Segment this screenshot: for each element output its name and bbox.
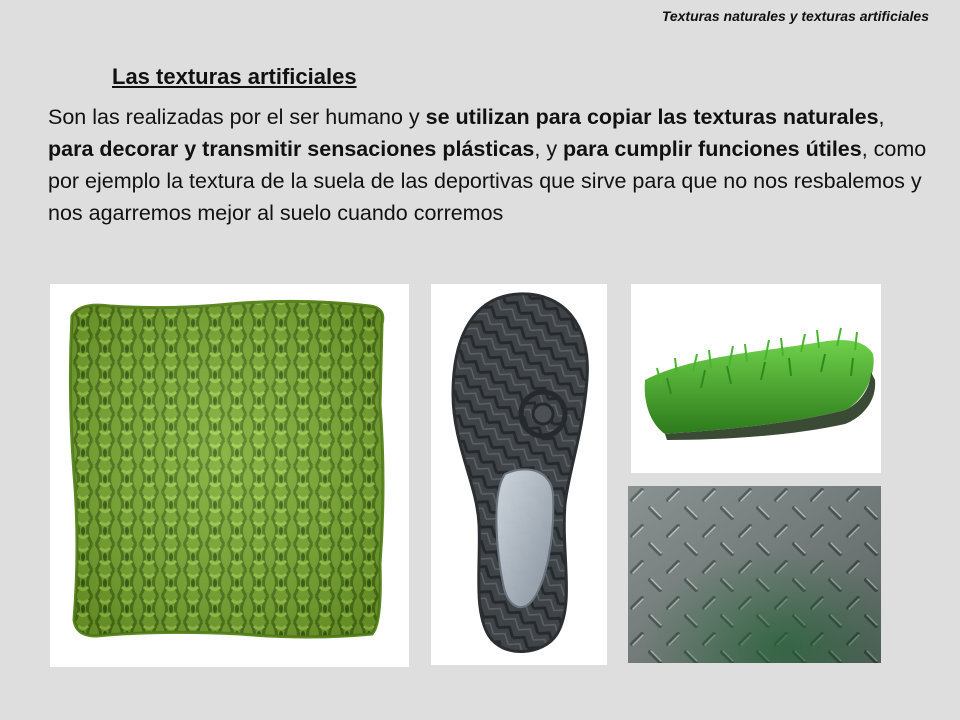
paragraph-bold-run: para cumplir funciones útiles: [563, 137, 862, 161]
paragraph-run: , y: [534, 137, 564, 161]
artificial-grass-photo: [631, 284, 881, 473]
diamond-plate-photo: [628, 486, 881, 663]
paragraph-run: Son las realizadas por el ser humano y: [48, 105, 426, 129]
slide-title: Las texturas artificiales: [112, 64, 357, 89]
paragraph-run: , como por ejemplo la textura de la suela de las deportivas que sirve para que no nos resbalemos y nos agarremos mejor al suelo cuando corremos: [48, 137, 927, 225]
shoe-sole-photo: [431, 284, 607, 665]
paragraph-run: ,: [878, 105, 885, 129]
paragraph-bold-run: para decorar y transmitir sensaciones plásticas: [48, 137, 535, 161]
slide-paragraph: [48, 101, 928, 229]
slide-header: Texturas naturales y texturas artificiales: [661, 8, 929, 24]
paragraph-bold-run: se utilizan para copiar las texturas naturales: [425, 105, 879, 129]
knitted-wool-photo: [50, 284, 409, 667]
